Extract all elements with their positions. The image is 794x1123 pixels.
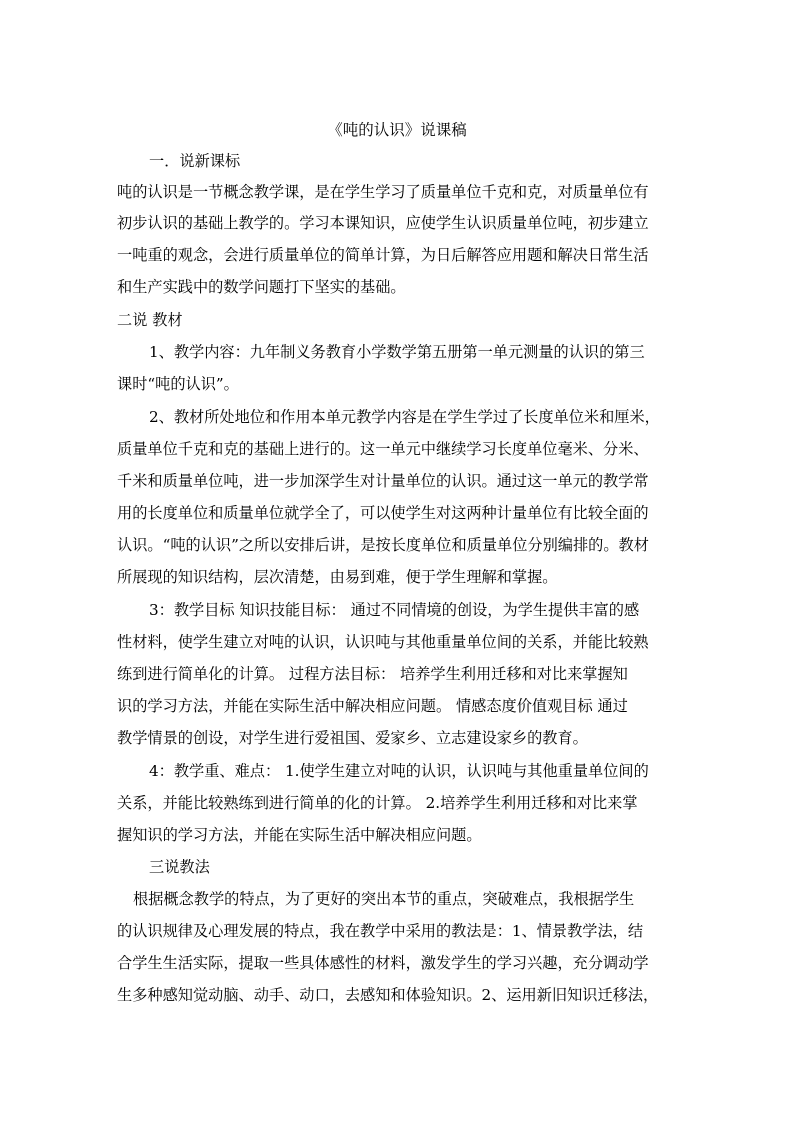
paragraph-line: 用的长度单位和质量单位就学全了，可以使学生对这两种计量单位有比较全面的 (117, 504, 649, 522)
paragraph-line: 的认识规律及心理发展的特点，我在教学中采用的教法是：1、情景教学法，结 (117, 922, 644, 940)
section1-line: 一吨重的观念，会进行质量单位的简单计算，为日后解答应用题和解决日常生活 (117, 246, 649, 264)
paragraph-line: 3：教学目标 知识技能目标： 通过不同情境的创设，为学生提供丰富的感 (149, 601, 640, 619)
paragraph-line: 认识。“吨的认识”之所以安排后讲，是按长度单位和质量单位分别编排的。教材 (117, 536, 649, 554)
section1-line: 和生产实践中的数学问题打下坚实的基础。 (117, 278, 406, 296)
paragraph-line: 练到进行简单化的计算。 过程方法目标： 培养学生利用迁移和对比来掌握知 (117, 665, 628, 683)
section-heading-1: 一．说新课标 (149, 152, 241, 170)
paragraph-line: 生多种感知觉动脑、动手、动口，去感知和体验知识。2、运用新旧知识迁移法， (117, 986, 659, 1004)
paragraph-line: 识的学习方法，并能在实际生活中解决相应问题。 情感态度价值观目标 通过 (117, 697, 628, 715)
paragraph-line: 质量单位千克和克的基础上进行的。这一单元中继续学习长度单位毫米、分米、 (117, 440, 649, 458)
paragraph-line: 性材料，使学生建立对吨的认识，认识吨与其他重量单位间的关系，并能比较熟 (117, 633, 649, 651)
paragraph-line: 课时“吨的认识”。 (117, 375, 239, 393)
paragraph-line: 千米和质量单位吨，进一步加深学生对计量单位的认识。通过这一单元的教学常 (117, 472, 649, 490)
paragraph-line: 教学情景的创设，对学生进行爱祖国、爱家乡、立志建设家乡的教育。 (117, 729, 588, 747)
paragraph-line: 根据概念教学的特点，为了更好的突出本节的重点，突破难点，我根据学生 (133, 890, 635, 908)
paragraph-line: 合学生生活实际，提取一些具体感性的材料，激发学生的学习兴趣，充分调动学 (117, 954, 649, 972)
section-heading-3: 三说教法 (149, 858, 210, 876)
paragraph-line: 2、教材所处地位和作用本单元教学内容是在学生学过了长度单位米和厘米， (149, 408, 660, 426)
paragraph-line: 1、教学内容：九年制义务教育小学数学第五册第一单元测量的认识的第三 (149, 343, 645, 361)
section1-line: 初步认识的基础上教学的。学习本课知识，应使学生认识质量单位吨，初步建立 (117, 214, 649, 232)
section1-line: 吨的认识是一节概念教学课，是在学生学习了质量单位千克和克，对质量单位有 (117, 183, 649, 201)
paragraph-line: 所展现的知识结构，层次清楚，由易到难，便于学生理解和掌握。 (117, 568, 558, 586)
paragraph-line: 握知识的学习方法，并能在实际生活中解决相应问题。 (117, 826, 482, 844)
paragraph-line: 4：教学重、难点： 1.使学生建立对吨的认识，认识吨与其他重量单位间的 (149, 762, 649, 780)
document-title: 《吨的认识》说课稿 (327, 121, 467, 139)
section-heading-2: 二说 教材 (117, 311, 183, 329)
paragraph-line: 关系，并能比较熟练到进行简单的化的计算。 2.培养学生利用迁移和对比来掌 (117, 794, 638, 812)
